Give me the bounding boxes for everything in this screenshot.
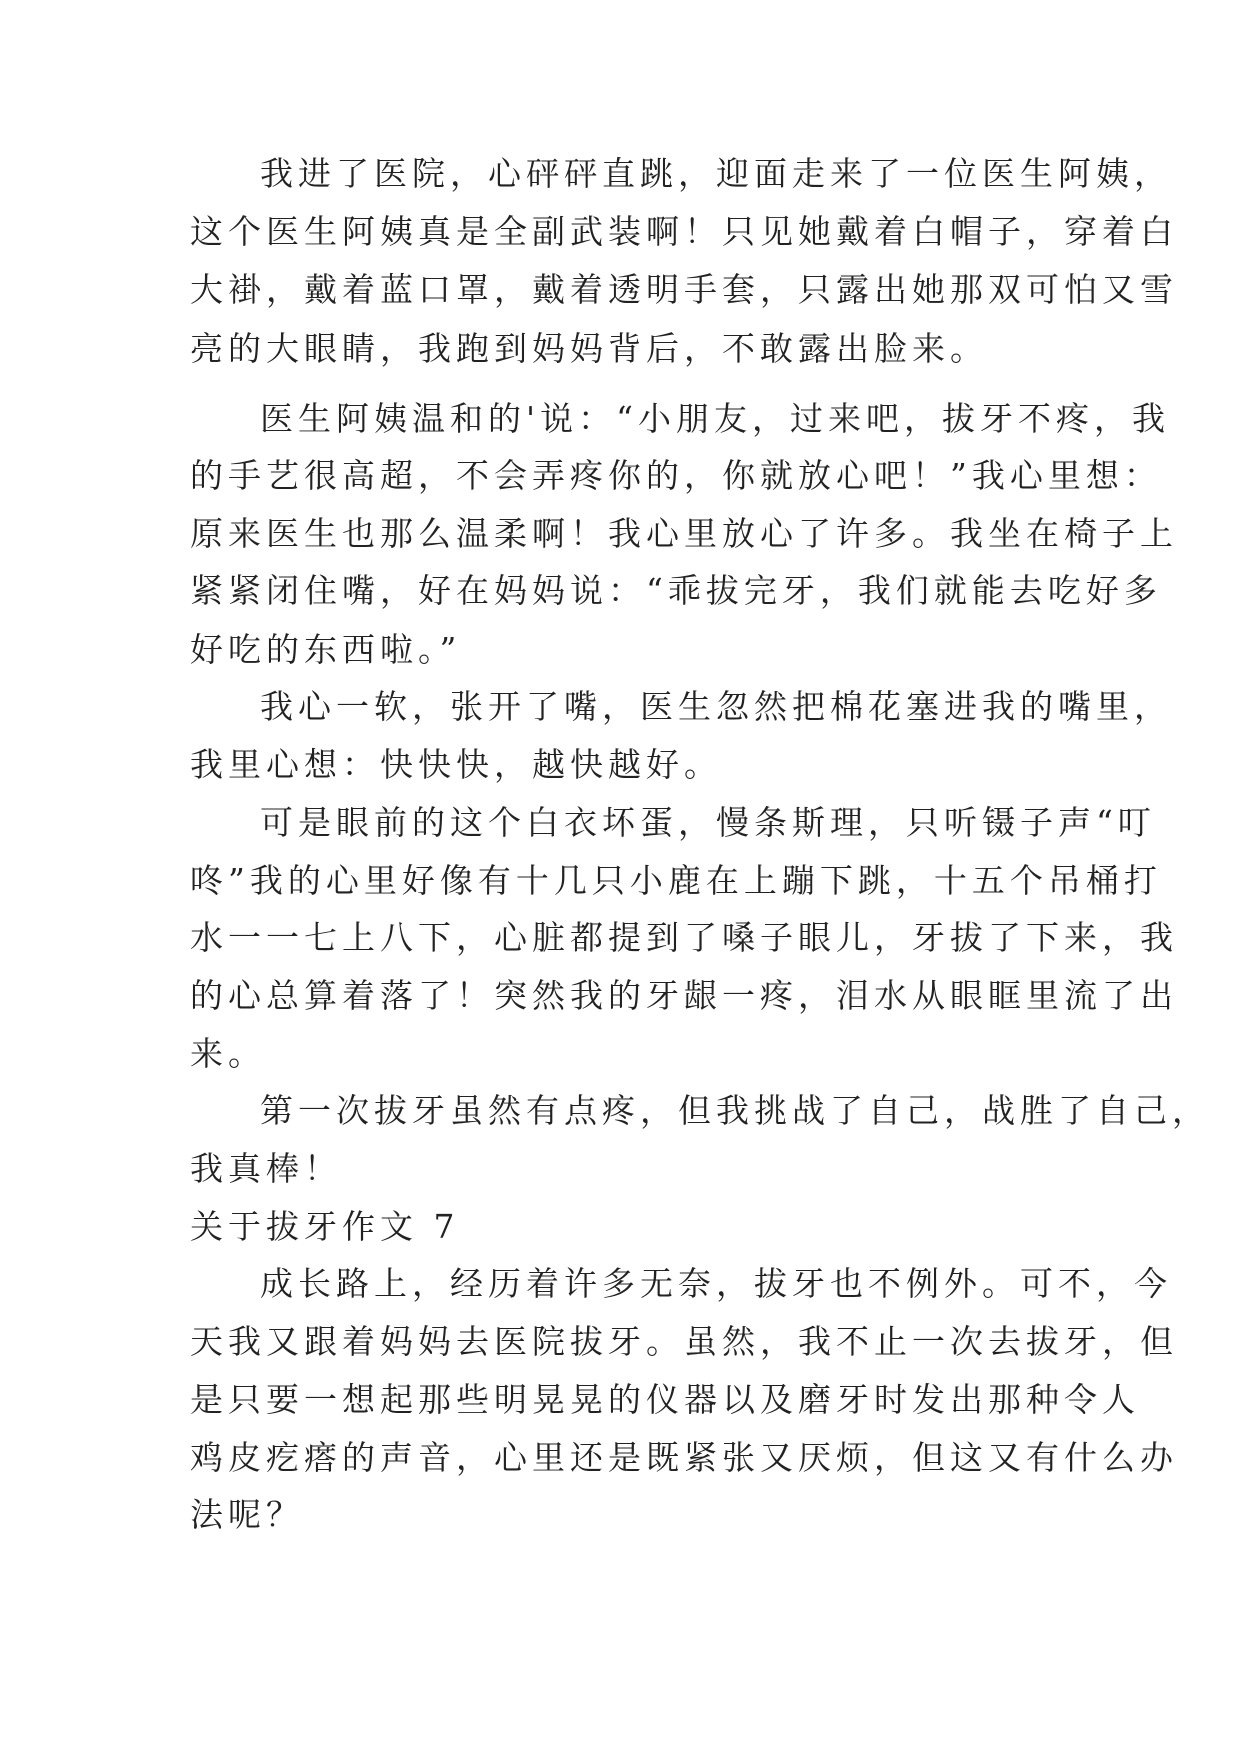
paragraph-4-line-3: 水一一七上八下，心脏都提到了嗓子眼儿，牙拔了下来，我 — [190, 918, 1178, 957]
paragraph-4-line-4: 的心总算着落了！突然我的牙龈一疼，泪水从眼眶里流了出 — [190, 976, 1178, 1015]
paragraph-2-line-3: 原来医生也那么温柔啊！我心里放心了许多。我坐在椅子上 — [190, 514, 1178, 553]
paragraph-4-line-2: 咚”我的心里好像有十几只小鹿在上蹦下跳，十五个吊桶打 — [190, 861, 1162, 900]
paragraph-6-line-1: 成长路上，经历着许多无奈，拔牙也不例外。可不，今 — [260, 1264, 1172, 1303]
paragraph-6-line-2: 天我又跟着妈妈去医院拔牙。虽然，我不止一次去拔牙，但 — [190, 1322, 1178, 1361]
paragraph-1-line-4: 亮的大眼睛，我跑到妈妈背后，不敢露出脸来。 — [190, 329, 988, 368]
paragraph-2-line-2: 的手艺很高超，不会弄疼你的，你就放心吧！”我心里想： — [190, 456, 1162, 495]
paragraph-3-line-2: 我里心想：快快快，越快越好。 — [190, 745, 722, 784]
paragraph-2-line-4: 紧紧闭住嘴，好在妈妈说：“乖拔完牙，我们就能去吃好多 — [190, 571, 1162, 610]
paragraph-2-line-1: 医生阿姨温和的'说：“小朋友，过来吧，拔牙不疼，我 — [260, 399, 1170, 438]
paragraph-1-line-2: 这个医生阿姨真是全副武装啊！只见她戴着白帽子，穿着白 — [190, 212, 1178, 251]
paragraph-5-line-1: 第一次拔牙虽然有点疼，但我挑战了自己，战胜了自己， — [260, 1091, 1210, 1130]
paragraph-1-line-1: 我进了医院，心砰砰直跳，迎面走来了一位医生阿姨， — [260, 154, 1172, 193]
paragraph-2-line-5: 好吃的东西啦。” — [190, 630, 462, 669]
paragraph-1-line-3: 大褂，戴着蓝口罩，戴着透明手套，只露出她那双可怕又雪 — [190, 270, 1178, 309]
paragraph-6-line-3: 是只要一想起那些明晃晃的仪器以及磨牙时发出那种令人 — [190, 1380, 1140, 1419]
paragraph-6-line-4: 鸡皮疙瘩的声音，心里还是既紧张又厌烦，但这又有什么办 — [190, 1438, 1178, 1477]
paragraph-4-line-1: 可是眼前的这个白衣坏蛋，慢条斯理，只听镊子声“叮 — [260, 803, 1156, 842]
paragraph-6-line-5: 法呢？ — [190, 1495, 304, 1534]
paragraph-5-line-2: 我真棒！ — [190, 1149, 342, 1188]
section-heading: 关于拔牙作文 7 — [190, 1207, 460, 1246]
paragraph-4-line-5: 来。 — [190, 1034, 266, 1073]
paragraph-3-line-1: 我心一软，张开了嘴，医生忽然把棉花塞进我的嘴里， — [260, 687, 1172, 726]
